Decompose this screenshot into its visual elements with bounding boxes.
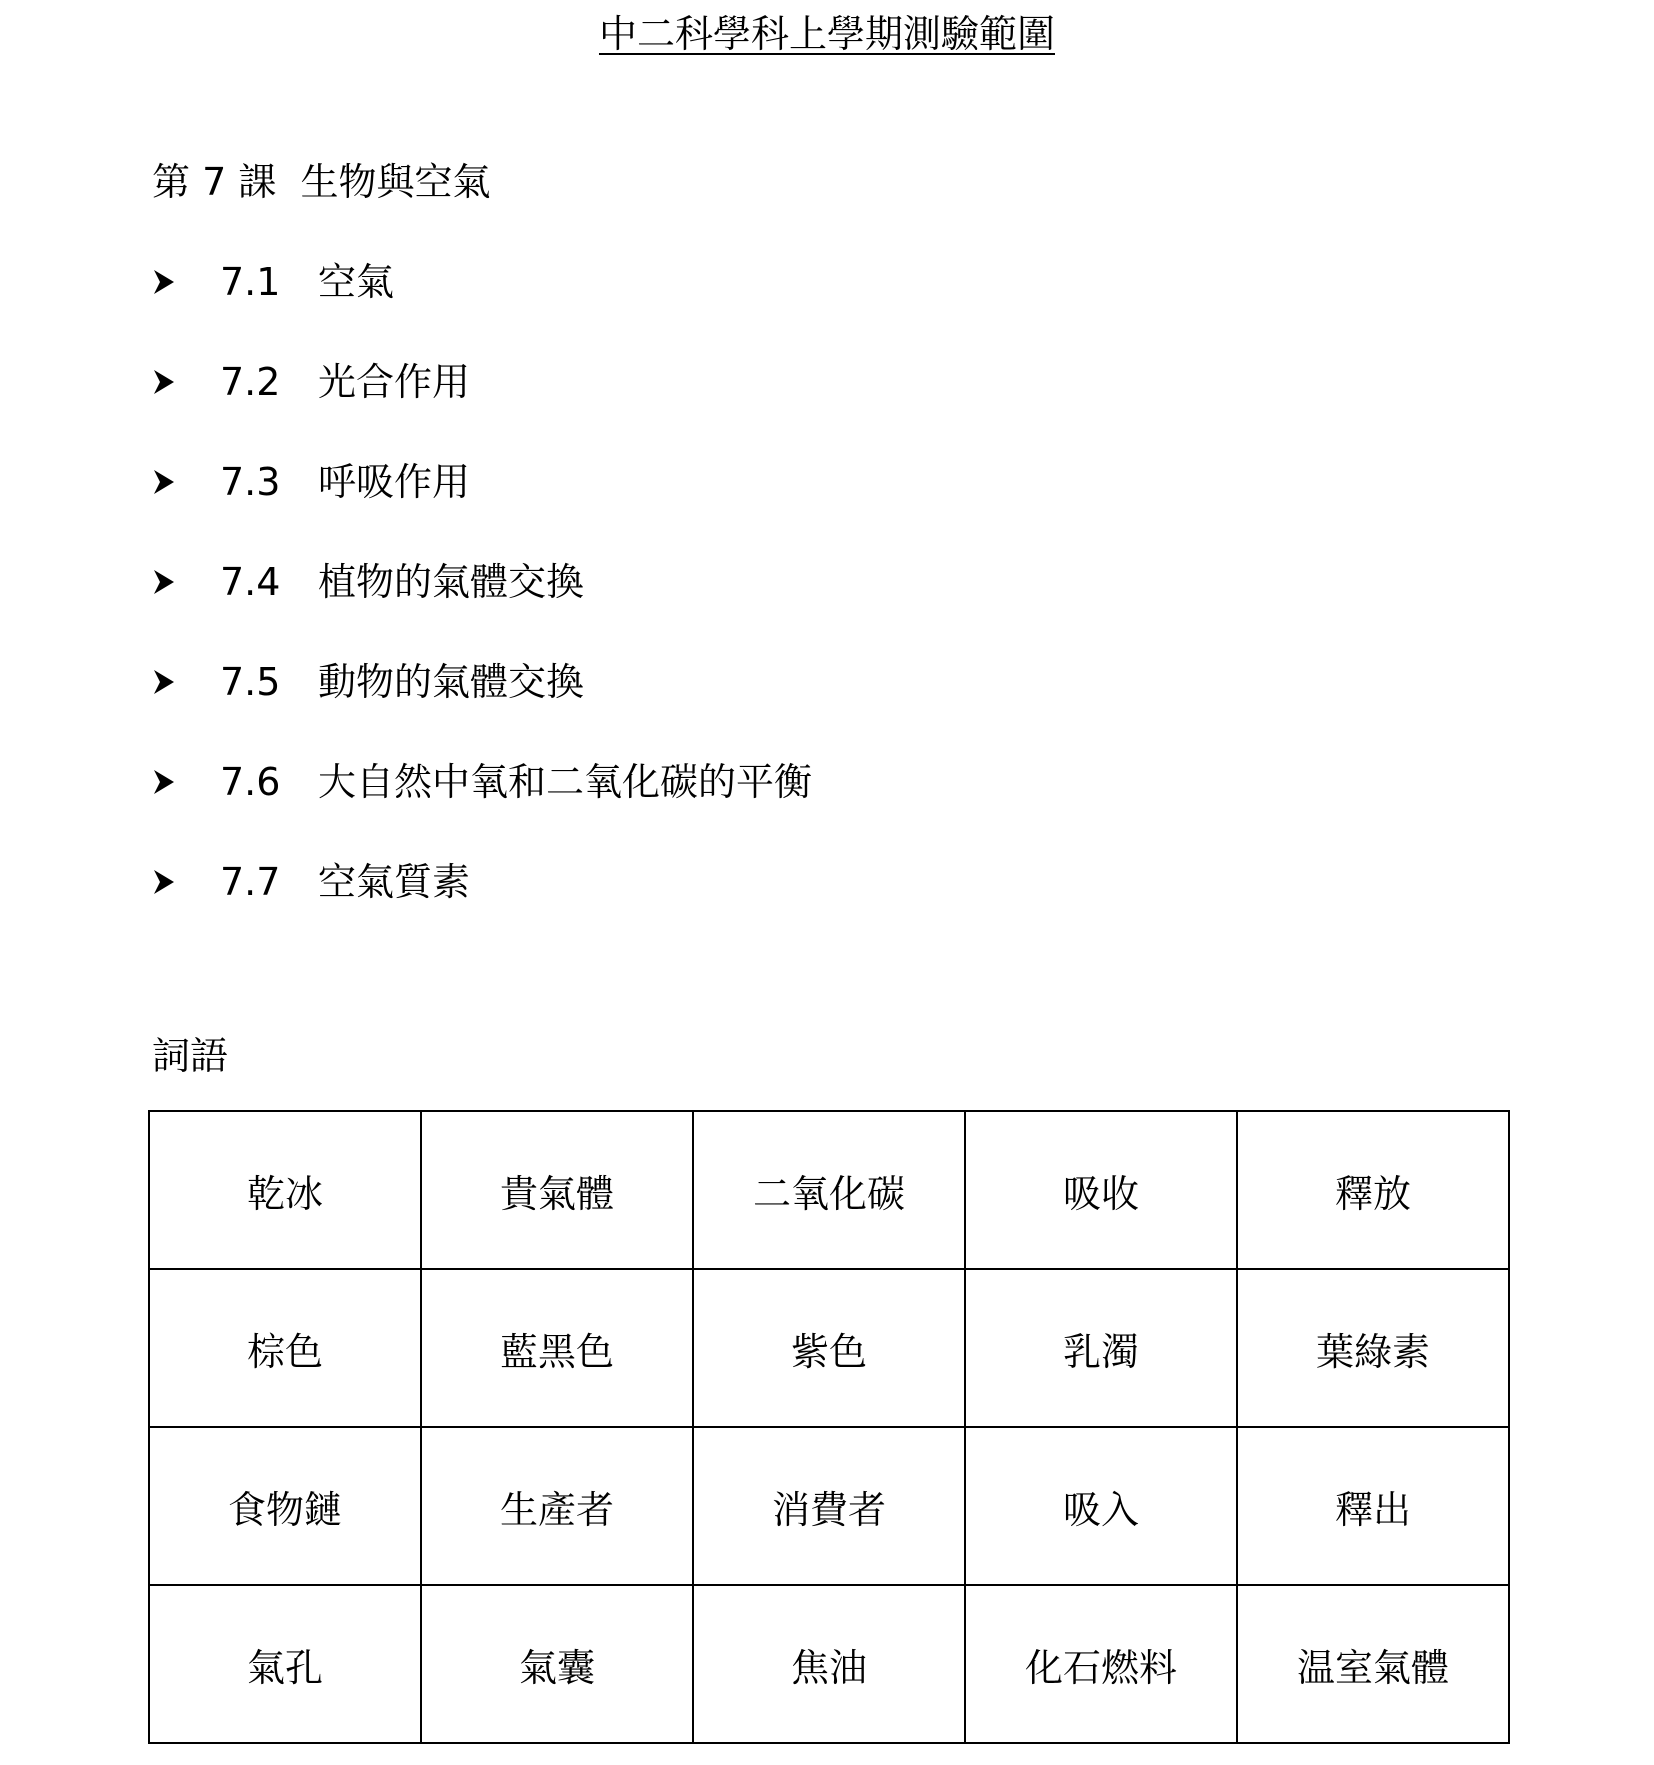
topic-name: 空氣質素 [318, 860, 471, 904]
table-row [149, 1269, 1509, 1427]
arrowhead-bullet-icon [152, 468, 176, 496]
table-cell: 釋出 [1237, 1427, 1509, 1585]
topic-name: 呼吸作用 [318, 460, 471, 504]
topic-name: 空氣 [318, 260, 395, 304]
table-cell: 焦油 [693, 1585, 965, 1743]
topic-name: 植物的氣體交換 [318, 560, 585, 604]
table-cell: 化石燃料 [965, 1585, 1237, 1743]
topic-number: 7.5 [220, 660, 281, 704]
table-cell: 貴氣體 [421, 1111, 693, 1269]
arrowhead-bullet-icon [152, 668, 176, 696]
table-cell: 氣囊 [421, 1585, 693, 1743]
topic-number: 7.7 [220, 860, 281, 904]
table-cell: 棕色 [149, 1269, 421, 1427]
arrowhead-bullet-icon [152, 868, 176, 896]
table-cell: 乾冰 [149, 1111, 421, 1269]
topic-name: 光合作用 [318, 360, 471, 404]
table-cell: 氣孔 [149, 1585, 421, 1743]
table-cell: 葉綠素 [1237, 1269, 1509, 1427]
arrowhead-bullet-icon [152, 368, 176, 396]
table-cell: 乳濁 [965, 1269, 1237, 1427]
table-cell: 吸收 [965, 1111, 1237, 1269]
document-title [0, 8, 1654, 60]
table-cell: 二氧化碳 [693, 1111, 965, 1269]
table-cell: 消費者 [693, 1427, 965, 1585]
document-title-text: 中二科學科上學期測驗範圍 [598, 12, 1055, 56]
topic-number: 7.2 [220, 360, 281, 404]
arrowhead-bullet-icon [152, 268, 176, 296]
table-cell: 紫色 [693, 1269, 965, 1427]
vocab-heading: 詞語 [152, 1034, 229, 1078]
table-cell: 吸入 [965, 1427, 1237, 1585]
table-cell: 生產者 [421, 1427, 693, 1585]
table-row [149, 1427, 1509, 1585]
table-cell: 温室氣體 [1237, 1585, 1509, 1743]
topic-name: 動物的氣體交換 [318, 660, 585, 704]
table-cell: 食物鏈 [149, 1427, 421, 1585]
arrowhead-bullet-icon [152, 768, 176, 796]
table-cell: 釋放 [1237, 1111, 1509, 1269]
vocab-table [148, 1110, 1510, 1744]
table-cell: 藍黑色 [421, 1269, 693, 1427]
topic-number: 7.6 [220, 760, 281, 804]
topic-number: 7.1 [220, 260, 281, 304]
topic-number: 7.3 [220, 460, 281, 504]
lesson-heading: 第 7 課 生物與空氣 [152, 160, 491, 204]
table-row [149, 1585, 1509, 1743]
arrowhead-bullet-icon [152, 568, 176, 596]
topic-name: 大自然中氧和二氧化碳的平衡 [318, 760, 813, 804]
table-row [149, 1111, 1509, 1269]
topic-number: 7.4 [220, 560, 281, 604]
